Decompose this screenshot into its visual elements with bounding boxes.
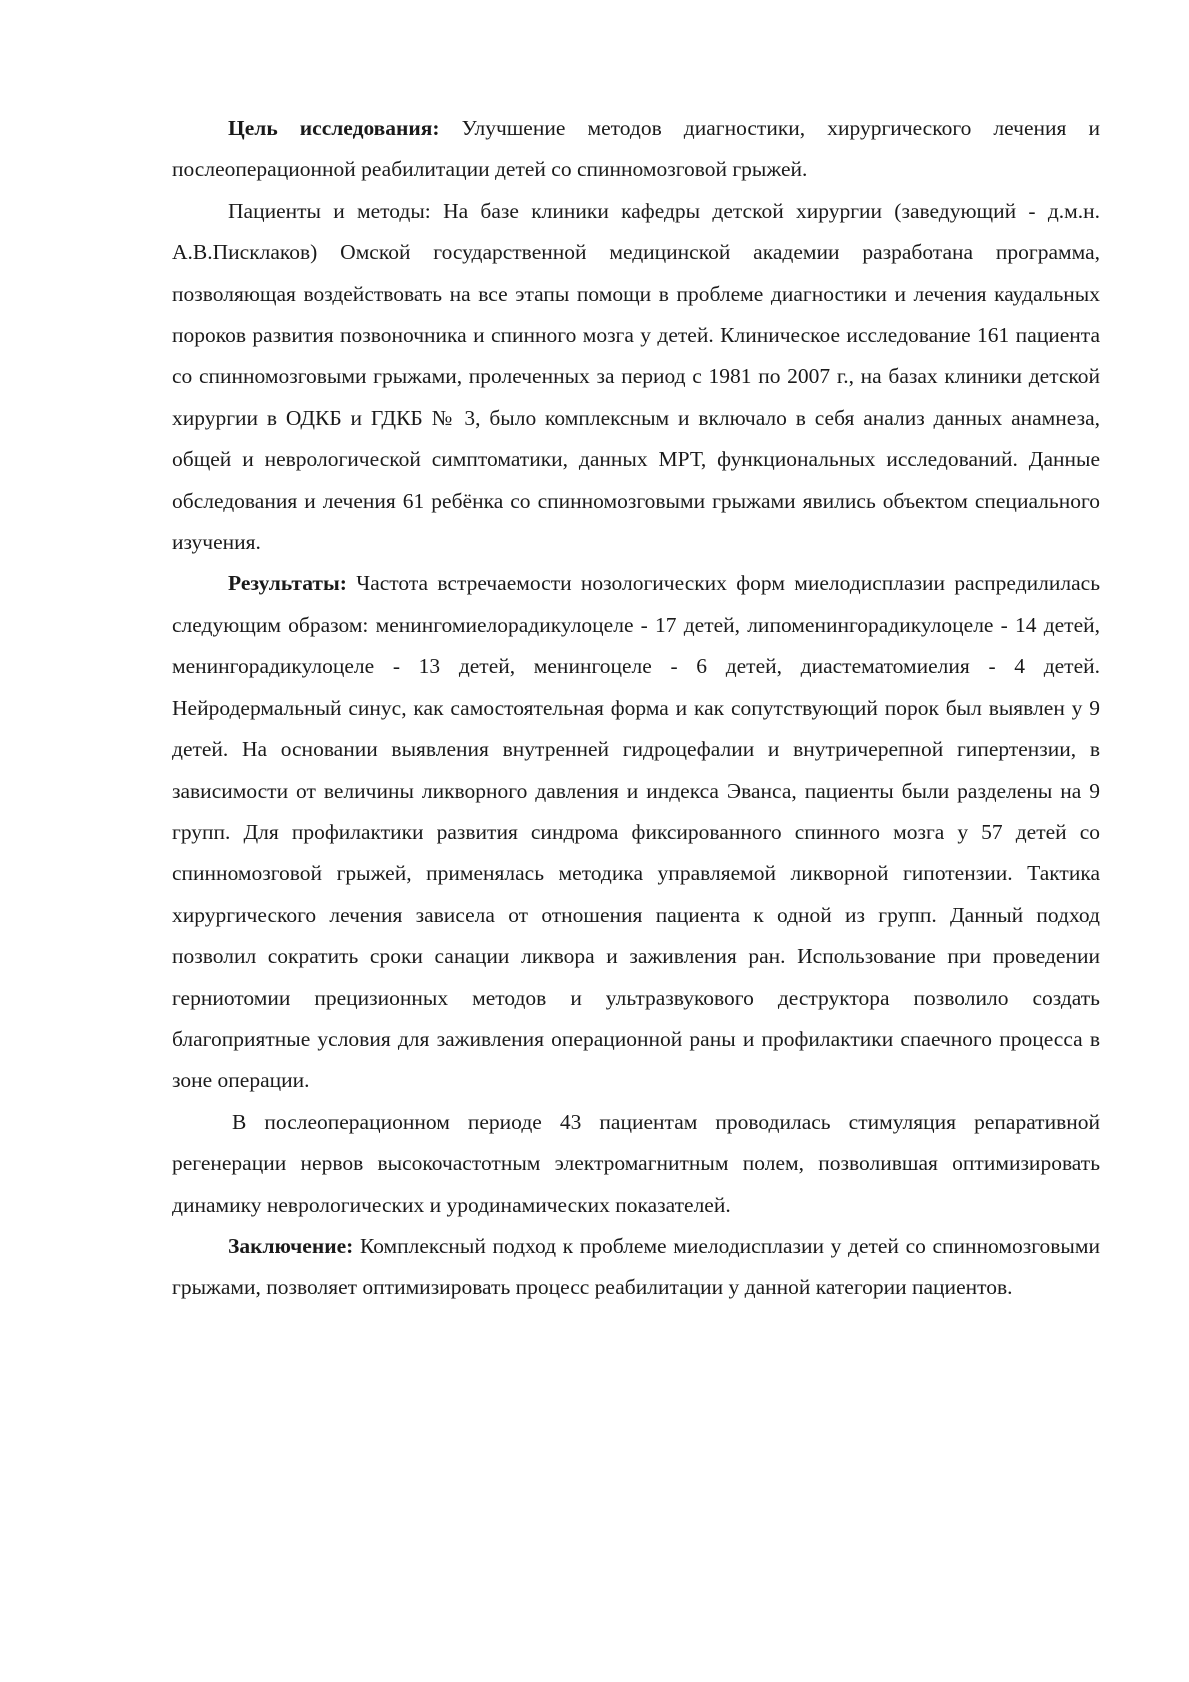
goal-heading: Цель исследования: xyxy=(228,116,440,140)
postop-text: В послеоперационном периоде 43 пациентам проводилась стимуляция репаративной регенерации нервов высокочастотным электромагнитным полем, позволившая оптимизировать динамику неврологических и уродинамических показателей. xyxy=(172,1109,1100,1217)
results-paragraph xyxy=(172,563,1100,1101)
conclusion-paragraph xyxy=(172,1226,1100,1309)
results-text: Частота встречаемости нозологических форм миелодисплазии распредилилась следующим образом: менингомиелорадикулоцеле - 17 детей, липоменингорадикулоцеле - 14 детей, менингорадикулоцеле - 13 детей, менингоцеле - 6 детей, диастематомиелия - 4 детей. Нейродермальный синус, как самостоятельная форма и как сопутствующий порок был выявлен у 9 детей. На основании выявления внутренней гидроцефалии и внутричерепной гипертензии, в зависимости от величины ликворного давления и индекса Эванса, пациенты были разделены на 9 групп. Для профилактики развития синдрома фиксированного спинного мозга у 57 детей со спинномозговой грыжей, применялась методика управляемой ликворной гипотензии. Тактика хирургического лечения зависела от отношения пациента к одной из групп. Данный подход позволил сократить сроки санации ликвора и заживления ран. Использование при проведении герниотомии прецизионных методов и ультразвукового деструктора позволило создать благоприятные условия для заживления операционной раны и профилактики спаечного процесса в зоне операции. xyxy=(172,571,1100,1093)
methods-text: Пациенты и методы: На базе клиники кафедры детской хирургии (заведующий - д.м.н. А.В.Писклаков) Омской государственной медицинской академии разработана программа, позволяющая воздействовать на все этапы помощи в проблеме диагностики и лечения каудальных пороков развития позвоночника и спинного мозга у детей. Клиническое исследование 161 пациента со спинномозговыми грыжами, пролеченных за период с 1981 по 2007 г., на базах клиники детской хирургии в ОДКБ и ГДКБ № 3, было комплексным и включало в себя анализ данных анамнеза, общей и неврологической симптоматики, данных МРТ, функциональных исследований. Данные обследования и лечения 61 ребёнка со спинномозговыми грыжами явились объектом специального изучения. xyxy=(172,198,1100,555)
results-heading: Результаты: xyxy=(228,571,347,596)
document-body xyxy=(172,108,1100,1309)
goal-text: Улучшение методов диагностики, хирургического лечения и послеоперационной реабилитации детей со спинномозговой грыжей. xyxy=(172,116,1100,182)
goal-paragraph xyxy=(172,108,1100,191)
postop-paragraph xyxy=(172,1102,1100,1226)
methods-paragraph xyxy=(172,191,1100,564)
conclusion-heading: Заключение: xyxy=(228,1233,354,1258)
conclusion-text: Комплексный подход к проблеме миелодисплазии у детей со спинномозговыми грыжами, позволяет оптимизировать процесс реабилитации у данной категории пациентов. xyxy=(172,1233,1100,1300)
